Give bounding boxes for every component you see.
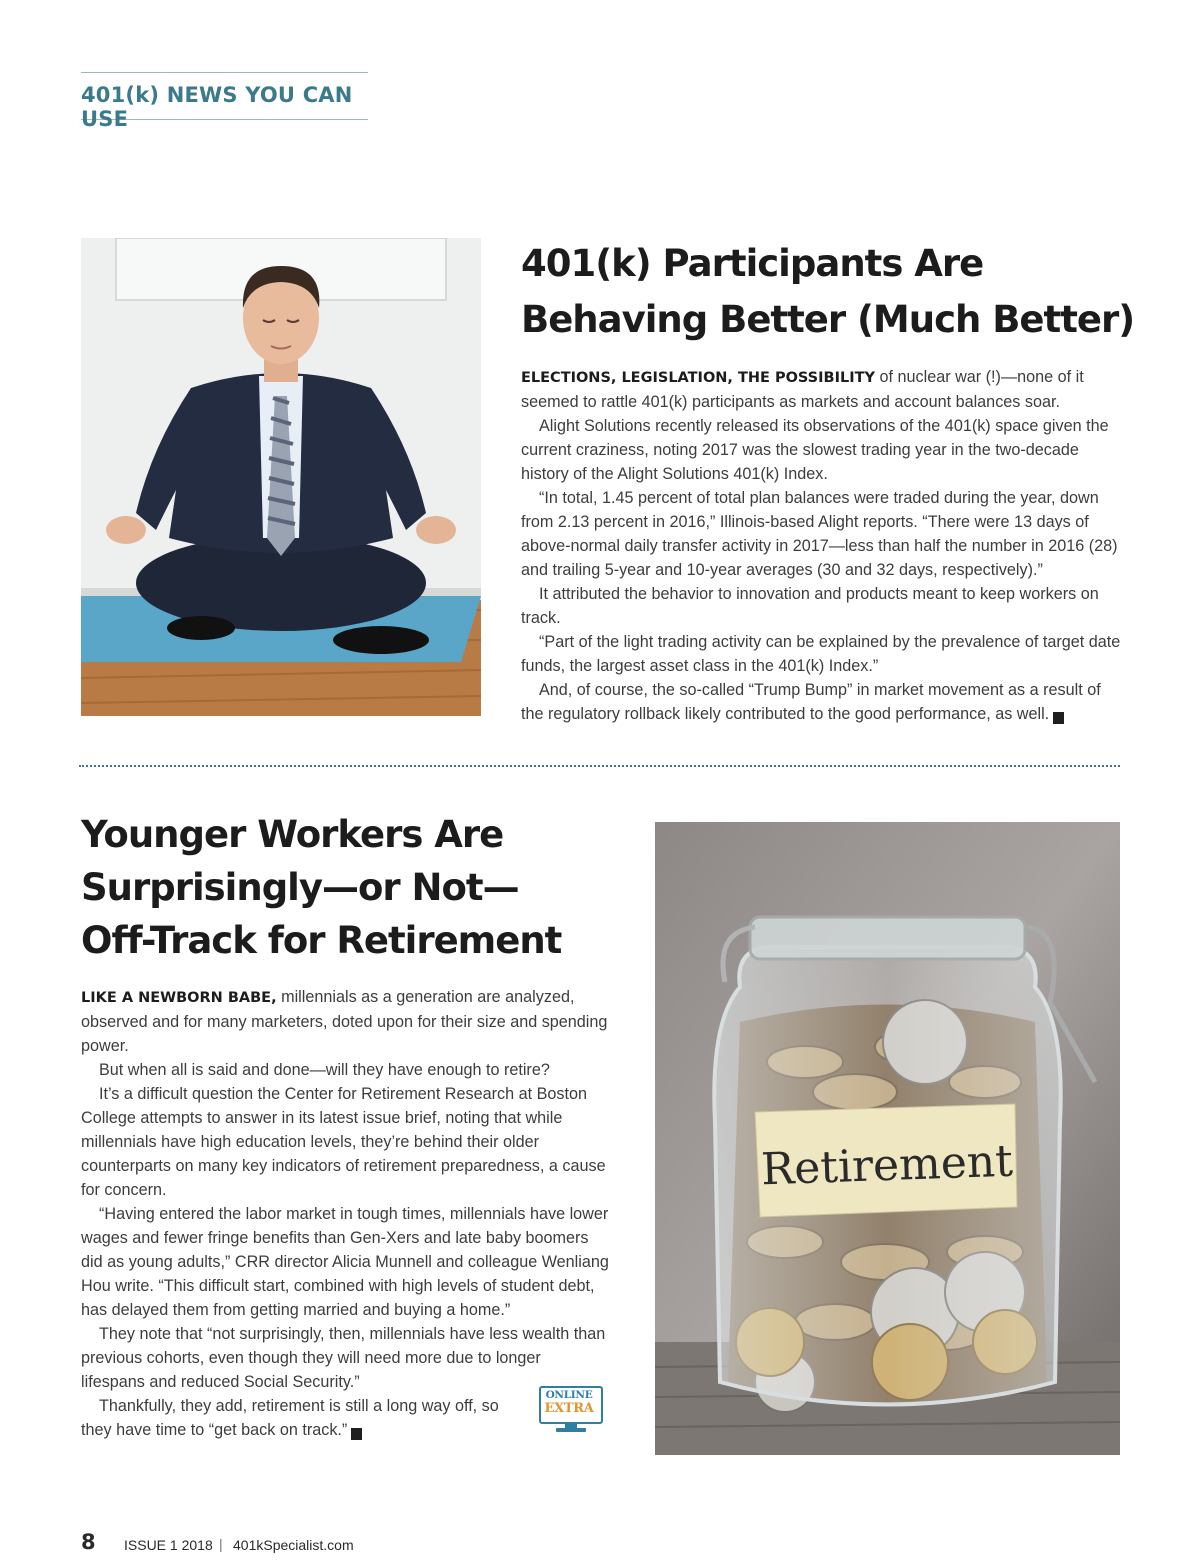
online-extra-line1: ONLINE <box>545 1389 593 1401</box>
article1-p6-text: And, of course, the so-called “Trump Bump” in market movement as a result of the regulatory rollback likely contributed to the good performance, as well. <box>521 681 1101 723</box>
monitor-base <box>556 1428 586 1432</box>
online-extra-line2: EXTRA <box>544 1401 594 1416</box>
article1-p1-text: of nuclear war (!)—none of it seemed to rattle 401(k) participants as markets and account balances soar. <box>521 368 1084 411</box>
article2-paragraph-5: They note that “not surprisingly, then, millennials have less wealth than previous cohorts, even though they will need more due to longer lifespans and reduced Social Security.” <box>81 1325 606 1391</box>
site-link[interactable]: 401kSpecialist.com <box>233 1537 354 1553</box>
article2-paragraph-4: “Having entered the labor market in tough times, millennials have lower wages and fewer fringe benefits than Gen-Xers and late baby boomers did as young adults,” CRR director Alicia Munnell and colleague Wenliang Hou write. “This difficult start, combined with high levels of student debt, has delayed them from getting married and buying a home.” <box>81 1205 609 1319</box>
article1-paragraph-3: “In total, 1.45 percent of total plan balances were traded during the year, down from 2.13 percent in 2016,” Illinois-based Alight reports. “There were 13 days of above-normal daily transfer activity in 2017—less than half the number in 2016 (28) and trailing 5-year and 10-year averages (30 and 32 days, respectively).” <box>521 489 1118 579</box>
article2-headline <box>81 808 621 967</box>
article1-lead: ELECTIONS, LEGISLATION, THE POSSIBILITY <box>521 370 875 386</box>
issue-label: ISSUE 1 2018 <box>124 1537 213 1553</box>
page-number: 8 <box>81 1530 96 1554</box>
article2-headline-line2: Surprisingly—or Not— <box>81 866 519 909</box>
article1-paragraph-6 <box>521 678 1121 726</box>
article1-paragraph-5: “Part of the light trading activity can be explained by the prevalence of target date funds, the largest asset class in the 401(k) Index.” <box>521 633 1121 675</box>
retirement-jar-photo <box>655 822 1120 1455</box>
article2-body <box>81 985 609 1442</box>
section-header-label: 401(k) NEWS YOU CAN USE <box>81 83 353 131</box>
article2-paragraph-2: But when all is said and done—will they have enough to retire? <box>99 1061 550 1079</box>
footer-separator: | <box>219 1536 223 1552</box>
section-header <box>81 72 368 131</box>
section-divider <box>79 765 1120 767</box>
article2-lead: LIKE A NEWBORN BABE, <box>81 990 277 1006</box>
article1-paragraph-2: Alight Solutions recently released its observations of the 401(k) space given the current craziness, noting 2017 was the slowest trading year in the two-decade history of the Alight Solutions 401(k) Index. <box>521 417 1109 483</box>
article2-paragraph-6 <box>81 1394 609 1442</box>
article2-p1-text: millennials as a generation are analyzed, observed and for many marketers, doted upon for their size and spending power. <box>81 988 608 1055</box>
article1-headline <box>521 236 1141 348</box>
article2-paragraph-1 <box>81 985 609 1058</box>
end-mark-icon: K <box>1053 712 1064 724</box>
article1-paragraph-1 <box>521 365 1121 414</box>
article1-headline-line2: Behaving Better (Much Better) <box>521 298 1135 341</box>
article1-paragraph-4: It attributed the behavior to innovation and products meant to keep workers on track. <box>521 585 1099 627</box>
meditating-businessman-photo <box>81 238 481 716</box>
article1-body <box>521 365 1121 726</box>
article2-headline-line1: Younger Workers Are <box>81 813 504 856</box>
article2-p6-text: Thankfully, they add, retirement is still a long way off, so they have time to “get back on track.” <box>81 1397 499 1439</box>
article1-headline-line1: 401(k) Participants Are <box>521 242 984 285</box>
article2-headline-line3: Off-Track for Retirement <box>81 919 562 962</box>
article2-paragraph-3: It’s a difficult question the Center for Retirement Research at Boston College attempts to answer in its latest issue brief, noting that while millennials have high education levels, they’re behind their older counterparts on many key indicators of retirement preparedness, a cause for concern. <box>81 1085 606 1199</box>
jar-label-text: Retirement <box>760 1135 1014 1196</box>
end-mark-icon: K <box>351 1428 362 1440</box>
online-extra-icon[interactable] <box>539 1386 603 1434</box>
